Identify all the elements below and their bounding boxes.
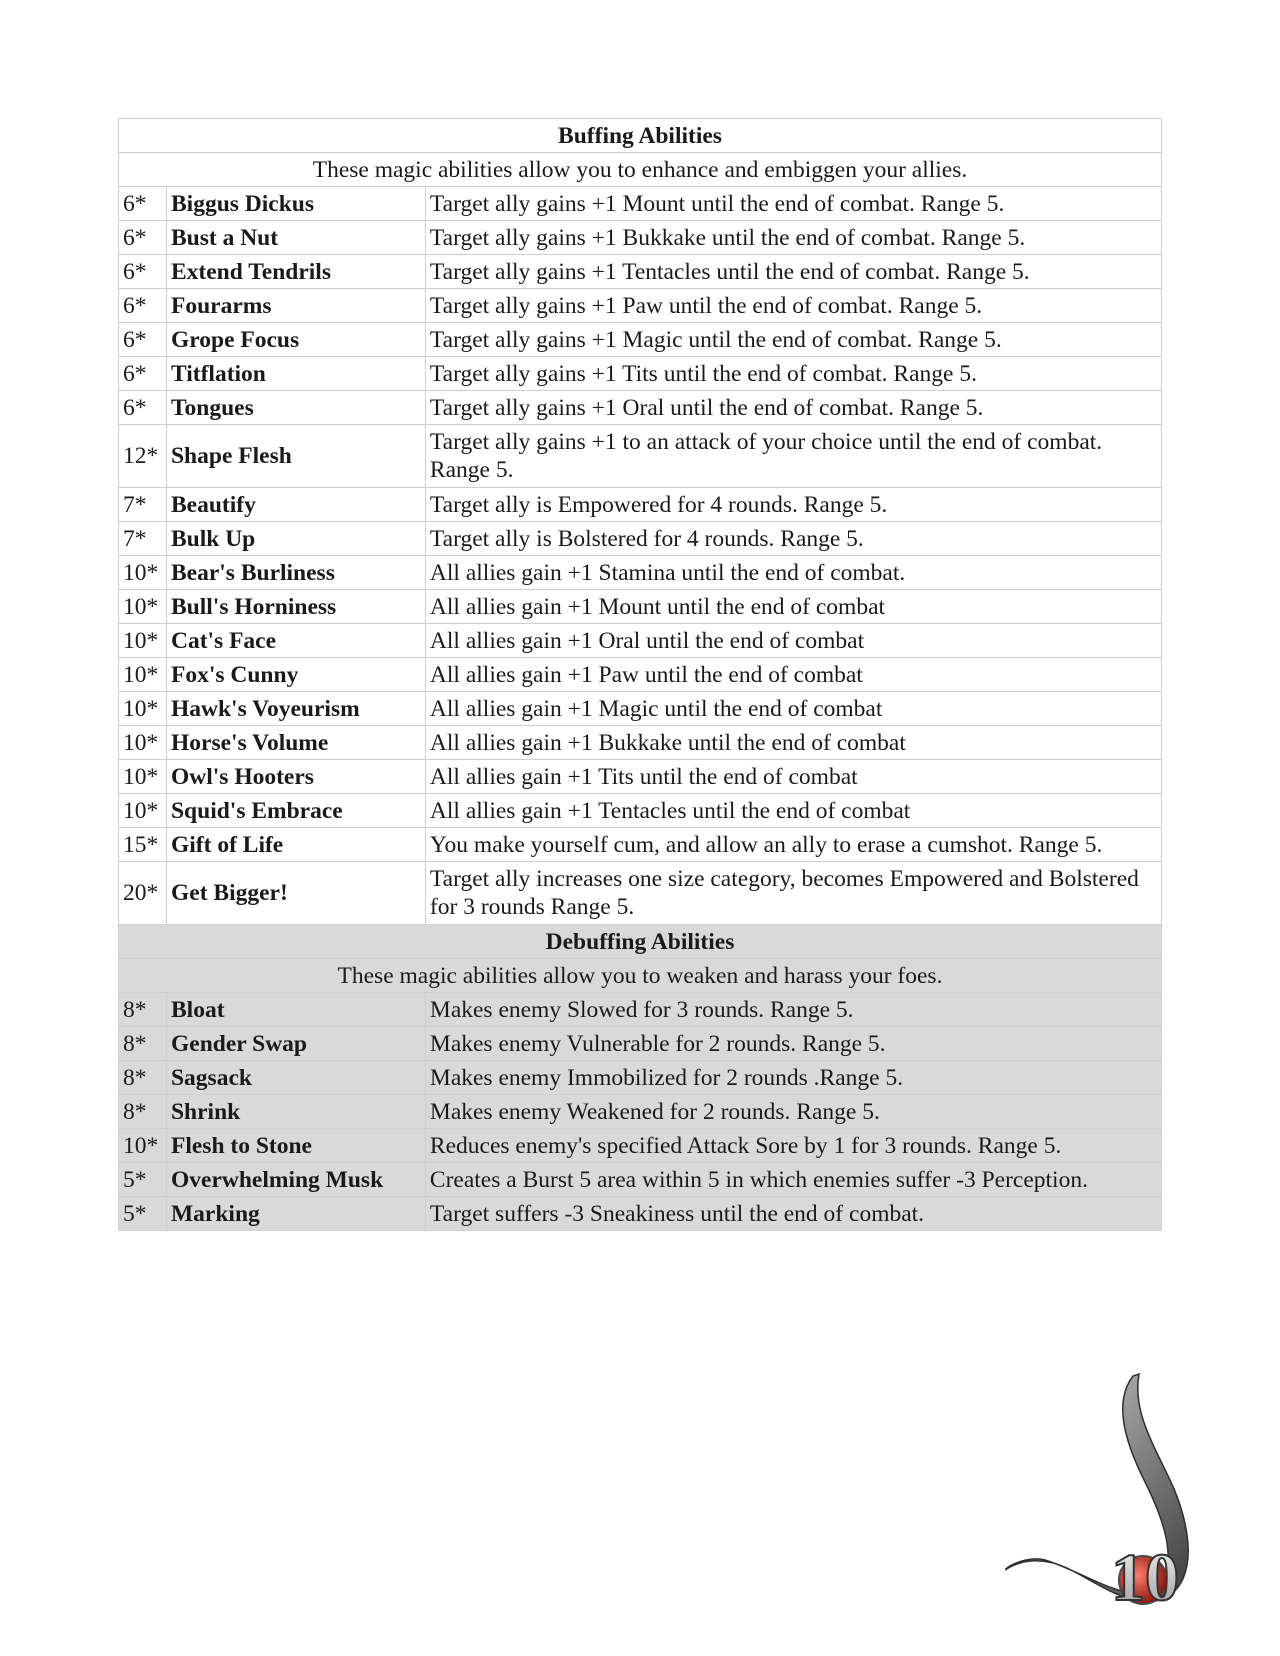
ability-description: Target ally gains +1 Oral until the end of combat. Range 5. <box>425 391 1161 425</box>
ability-description: All allies gain +1 Magic until the end of combat <box>425 692 1161 726</box>
ability-description: Makes enemy Immobilized for 2 rounds .Range 5. <box>425 1061 1161 1095</box>
ability-cost: 7* <box>119 522 167 556</box>
ability-cost: 5* <box>119 1163 167 1197</box>
ability-cost: 6* <box>119 221 167 255</box>
ability-cost: 15* <box>119 828 167 862</box>
ability-row <box>119 221 1162 255</box>
ability-row <box>119 1129 1162 1163</box>
debuffing-rows <box>119 993 1162 1231</box>
ability-description: Target ally gains +1 Mount until the end of combat. Range 5. <box>425 187 1161 221</box>
ability-cost: 10* <box>119 590 167 624</box>
ability-cost: 8* <box>119 993 167 1027</box>
ability-cost: 6* <box>119 187 167 221</box>
ability-description: All allies gain +1 Tentacles until the end of combat <box>425 794 1161 828</box>
ability-cost: 6* <box>119 357 167 391</box>
ability-row <box>119 1027 1162 1061</box>
ability-cost: 12* <box>119 425 167 488</box>
ability-row <box>119 522 1162 556</box>
ability-row <box>119 357 1162 391</box>
ability-name: Shrink <box>166 1095 425 1129</box>
ability-name: Extend Tendrils <box>166 255 425 289</box>
ability-cost: 10* <box>119 692 167 726</box>
section-title: Debuffing Abilities <box>119 925 1162 959</box>
ability-description: Makes enemy Weakened for 2 rounds. Range 5. <box>425 1095 1161 1129</box>
ability-cost: 10* <box>119 794 167 828</box>
section-title-row <box>119 119 1162 153</box>
ability-row <box>119 993 1162 1027</box>
ability-description: Target suffers -3 Sneakiness until the end of combat. <box>425 1197 1161 1231</box>
section-intro: These magic abilities allow you to weaken and harass your foes. <box>119 959 1162 993</box>
ability-cost: 10* <box>119 1129 167 1163</box>
ability-row <box>119 255 1162 289</box>
abilities-table <box>118 118 1162 1231</box>
ability-row <box>119 556 1162 590</box>
ability-cost: 20* <box>119 862 167 925</box>
ability-description: Target ally gains +1 Paw until the end of combat. Range 5. <box>425 289 1161 323</box>
ability-name: Beautify <box>166 488 425 522</box>
ability-name: Fourarms <box>166 289 425 323</box>
ability-row <box>119 726 1162 760</box>
ability-description: Makes enemy Vulnerable for 2 rounds. Range 5. <box>425 1027 1161 1061</box>
ability-row <box>119 1197 1162 1231</box>
ability-description: All allies gain +1 Oral until the end of combat <box>425 624 1161 658</box>
ability-name: Gift of Life <box>166 828 425 862</box>
ability-name: Bloat <box>166 993 425 1027</box>
ability-row <box>119 323 1162 357</box>
ability-description: Target ally gains +1 Bukkake until the end of combat. Range 5. <box>425 221 1161 255</box>
section-title-row <box>119 925 1162 959</box>
buffing-section <box>119 119 1162 187</box>
ability-cost: 6* <box>119 391 167 425</box>
section-intro-row <box>119 959 1162 993</box>
ability-name: Cat's Face <box>166 624 425 658</box>
ability-cost: 6* <box>119 289 167 323</box>
ability-row <box>119 187 1162 221</box>
ability-row <box>119 760 1162 794</box>
ability-description: All allies gain +1 Bukkake until the end of combat <box>425 726 1161 760</box>
ability-row <box>119 425 1162 488</box>
ability-row <box>119 658 1162 692</box>
ability-row <box>119 1061 1162 1095</box>
ability-row <box>119 794 1162 828</box>
ability-description: You make yourself cum, and allow an ally to erase a cumshot. Range 5. <box>425 828 1161 862</box>
ability-row <box>119 862 1162 925</box>
ability-row <box>119 828 1162 862</box>
horn-page-number-icon <box>1005 1372 1250 1622</box>
ability-name: Bulk Up <box>166 522 425 556</box>
ability-row <box>119 488 1162 522</box>
ability-cost: 8* <box>119 1061 167 1095</box>
ability-cost: 10* <box>119 658 167 692</box>
ability-name: Hawk's Voyeurism <box>166 692 425 726</box>
ability-name: Horse's Volume <box>166 726 425 760</box>
ability-cost: 8* <box>119 1027 167 1061</box>
ability-name: Bull's Horniness <box>166 590 425 624</box>
ability-name: Owl's Hooters <box>166 760 425 794</box>
ability-description: Target ally gains +1 to an attack of your choice until the end of combat. Range 5. <box>425 425 1161 488</box>
ability-row <box>119 1163 1162 1197</box>
ability-cost: 10* <box>119 726 167 760</box>
ability-cost: 6* <box>119 323 167 357</box>
ability-row <box>119 692 1162 726</box>
ability-cost: 10* <box>119 624 167 658</box>
ability-cost: 7* <box>119 488 167 522</box>
section-title: Buffing Abilities <box>119 119 1162 153</box>
ability-row <box>119 289 1162 323</box>
ability-cost: 6* <box>119 255 167 289</box>
ability-description: Reduces enemy's specified Attack Sore by 1 for 3 rounds. Range 5. <box>425 1129 1161 1163</box>
debuffing-section <box>119 925 1162 993</box>
buffing-rows <box>119 187 1162 925</box>
ability-description: All allies gain +1 Mount until the end of combat <box>425 590 1161 624</box>
ability-name: Biggus Dickus <box>166 187 425 221</box>
page-number: 10 <box>1111 1539 1179 1615</box>
ability-name: Gender Swap <box>166 1027 425 1061</box>
ability-cost: 5* <box>119 1197 167 1231</box>
ability-description: Target ally gains +1 Tits until the end of combat. Range 5. <box>425 357 1161 391</box>
ability-name: Shape Flesh <box>166 425 425 488</box>
ability-name: Bust a Nut <box>166 221 425 255</box>
ability-name: Flesh to Stone <box>166 1129 425 1163</box>
ability-name: Titflation <box>166 357 425 391</box>
ability-name: Get Bigger! <box>166 862 425 925</box>
ability-description: Target ally gains +1 Tentacles until the end of combat. Range 5. <box>425 255 1161 289</box>
ability-description: Target ally is Bolstered for 4 rounds. Range 5. <box>425 522 1161 556</box>
ability-name: Marking <box>166 1197 425 1231</box>
ability-description: Makes enemy Slowed for 3 rounds. Range 5. <box>425 993 1161 1027</box>
section-intro-row <box>119 153 1162 187</box>
section-intro: These magic abilities allow you to enhance and embiggen your allies. <box>119 153 1162 187</box>
ability-name: Fox's Cunny <box>166 658 425 692</box>
ability-cost: 8* <box>119 1095 167 1129</box>
ability-row <box>119 1095 1162 1129</box>
ability-description: Target ally increases one size category, becomes Empowered and Bolstered for 3 rounds Range 5. <box>425 862 1161 925</box>
ability-description: All allies gain +1 Tits until the end of combat <box>425 760 1161 794</box>
ability-description: Target ally is Empowered for 4 rounds. Range 5. <box>425 488 1161 522</box>
ability-name: Overwhelming Musk <box>166 1163 425 1197</box>
ability-description: Target ally gains +1 Magic until the end of combat. Range 5. <box>425 323 1161 357</box>
ability-description: All allies gain +1 Paw until the end of combat <box>425 658 1161 692</box>
ability-name: Bear's Burliness <box>166 556 425 590</box>
ability-description: All allies gain +1 Stamina until the end of combat. <box>425 556 1161 590</box>
ability-cost: 10* <box>119 556 167 590</box>
ability-row <box>119 391 1162 425</box>
ability-name: Sagsack <box>166 1061 425 1095</box>
ability-name: Grope Focus <box>166 323 425 357</box>
ability-row <box>119 624 1162 658</box>
ability-name: Squid's Embrace <box>166 794 425 828</box>
ability-name: Tongues <box>166 391 425 425</box>
ability-cost: 10* <box>119 760 167 794</box>
ability-row <box>119 590 1162 624</box>
ability-description: Creates a Burst 5 area within 5 in which enemies suffer -3 Perception. <box>425 1163 1161 1197</box>
